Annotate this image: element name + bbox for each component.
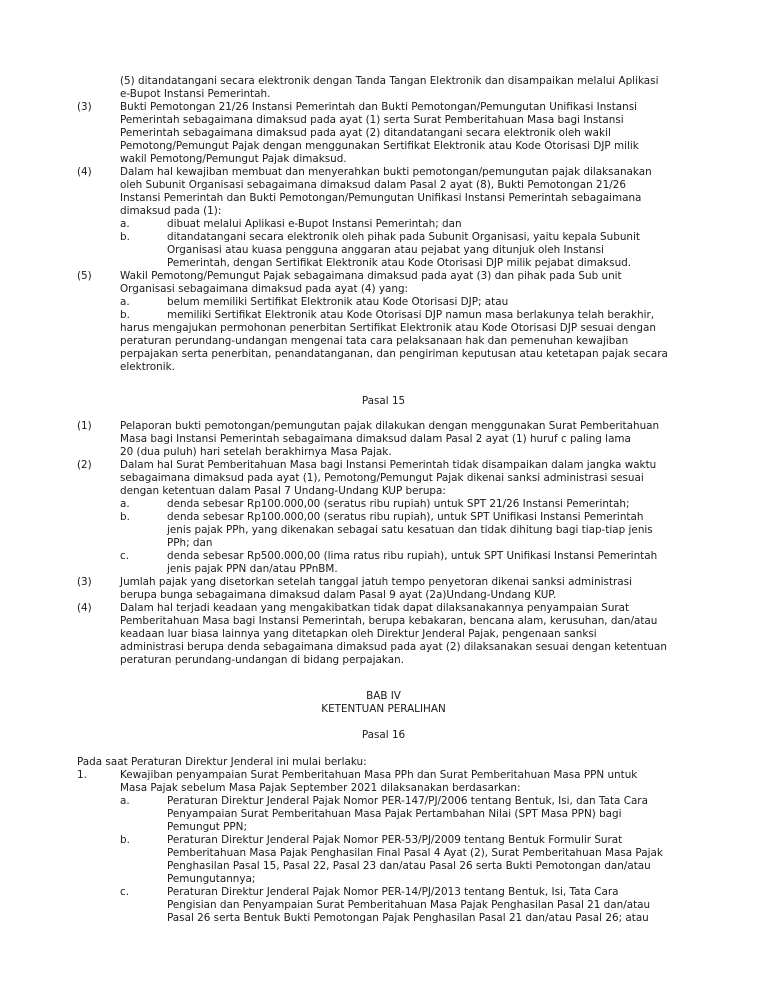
text-line (0, 873, 770, 886)
text-line (0, 511, 770, 524)
pasal-16-intro (0, 756, 770, 769)
sub-item-letter: b. (120, 511, 130, 523)
line-text: sebagaimana dimaksud pada ayat (1), Pemotong/Pemungut Pajak dikenai sanksi administrasi sesuai (120, 472, 644, 484)
line-text: PPh; dan (167, 537, 213, 549)
text-line (0, 114, 770, 127)
sub-item-letter: a. (120, 218, 130, 230)
line-text: Pasal 26 serta Bentuk Bukti Pemotongan Pajak Penghasilan Pasal 21 dan/atau Pasal 26; atau (167, 912, 649, 924)
line-text: belum memiliki Sertifikat Elektronik atau Kode Otorisasi DJP; atau (167, 296, 509, 308)
line-text: Peraturan Direktur Jenderal Pajak Nomor PER-14/PJ/2013 tentang Bentuk, Isi, Tata Cara (167, 886, 619, 898)
text-line (0, 140, 770, 153)
line-text: Masa Pajak sebelum Masa Pajak September 2021 dilaksanakan berdasarkan: (120, 782, 521, 794)
line-text: jenis pajak PPN dan/atau PPnBM. (167, 563, 338, 575)
line-text: Wakil Pemotong/Pemungut Pajak sebagaimana dimaksud pada ayat (3) dan pihak pada Sub unit (120, 270, 622, 282)
text-line (0, 88, 770, 101)
line-text: Organisasi atau kuasa pengguna anggaran atau pejabat yang ditunjuk oleh Instansi (167, 244, 604, 256)
line-text: dimaksud pada (1): (120, 205, 222, 217)
sub-item-letter: b. (120, 231, 130, 243)
text-line (0, 821, 770, 834)
line-text: e-Bupot Instansi Pemerintah. (120, 88, 271, 100)
pasal-14-continuation (0, 75, 770, 374)
text-line (0, 166, 770, 179)
line-text: harus mengajukan permohonan penerbitan Sertifikat Elektronik atau Kode Otorisasi DJP sesuai dengan (120, 322, 656, 334)
text-line (0, 127, 770, 140)
line-text: Pengisian dan Penyampaian Surat Pemberitahuan Masa Pajak Penghasilan Pasal 21 dan/atau (167, 899, 651, 911)
text-line (0, 192, 770, 205)
text-line (0, 218, 770, 231)
line-text: elektronik. (120, 361, 175, 373)
item-number: (3) (77, 101, 92, 113)
sub-item-letter: a. (120, 498, 130, 510)
text-line (0, 834, 770, 847)
text-line (0, 244, 770, 257)
text-line (0, 270, 770, 283)
text-line (0, 205, 770, 218)
line-text: keadaan luar biasa lainnya yang ditetapkan oleh Direktur Jenderal Pajak, pengenaan sanksi (120, 628, 597, 640)
text-line (0, 498, 770, 511)
text-line (0, 309, 770, 322)
chapter-title: KETENTUAN PERALIHAN (321, 703, 446, 715)
item-number: (5) (77, 270, 92, 282)
line-text: peraturan perundang-undangan mengenai tata cara pelaksanaan hak dan pemenuhan kewajiban (120, 335, 629, 347)
line-text: Pemungut PPN; (167, 821, 247, 833)
text-line (0, 257, 770, 270)
sub-item-letter: b. (120, 834, 130, 846)
text-line (0, 589, 770, 602)
item-number: (2) (77, 459, 92, 471)
text-line (0, 769, 770, 782)
text-line (0, 550, 770, 563)
text-line (0, 654, 770, 667)
line-text: peraturan perundang-undangan di bidang perpajakan. (120, 654, 404, 666)
sub-item-letter: c. (120, 550, 130, 562)
line-text: oleh Subunit Organisasi sebagaimana dimaksud dalam Pasal 2 ayat (8), Bukti Pemotongan 21/26 (120, 179, 626, 191)
line-text: Instansi Pemerintah dan Bukti Pemotongan/Pemungutan Unifikasi Instansi Pemerintah sebagaimana (120, 192, 642, 204)
text-line (0, 335, 770, 348)
item-number: (4) (77, 166, 92, 178)
line-text: denda sebesar Rp500.000,00 (lima ratus ribu rupiah), untuk SPT Unifikasi Instansi Pemerintah (167, 550, 658, 562)
text-line (0, 782, 770, 795)
sub-item-letter: a. (120, 296, 130, 308)
text-line (0, 615, 770, 628)
line-text: Pemerintah, dengan Sertifikat Elektronik atau Kode Otorisasi DJP milik pejabat dimaksud. (167, 257, 632, 269)
text-line (0, 420, 770, 433)
item-number: (1) (77, 420, 92, 432)
line-text: Dalam hal Surat Pemberitahuan Masa bagi Instansi Pemerintah tidak disampaikan dalam jangka waktu (120, 459, 657, 471)
line-text: Pemerintah sebagaimana dimaksud pada ayat (2) ditandatangani secara elektronik oleh wakil (120, 127, 611, 139)
line-text: Kewajiban penyampaian Surat Pemberitahuan Masa PPh dan Surat Pemberitahuan Masa PPN untuk (120, 769, 638, 781)
text-line (0, 75, 770, 88)
line-text: Peraturan Direktur Jenderal Pajak Nomor PER-147/PJ/2006 tentang Bentuk, Isi, dan Tata Cara (167, 795, 648, 807)
line-text: memiliki Sertifikat Elektronik atau Kode Otorisasi DJP namun masa berlakunya telah berakhir, (167, 309, 655, 321)
sub-item-letter: c. (120, 886, 130, 898)
item-number: (3) (77, 576, 92, 588)
text-line (0, 899, 770, 912)
text-line (0, 576, 770, 589)
pasal-16-heading: Pasal 16 (361, 729, 406, 741)
line-text: Pemungutannya; (167, 873, 256, 885)
text-line (0, 537, 770, 550)
line-text: denda sebesar Rp100.000,00 (seratus ribu rupiah), untuk SPT Unifikasi Instansi Pemerintah (167, 511, 644, 523)
line-text: Penyampaian Surat Pemberitahuan Masa Pajak Pertambahan Nilai (SPT Masa PPN) bagi (167, 808, 622, 820)
text-line (0, 563, 770, 576)
line-text: berupa bunga sebagaimana dimaksud dalam Pasal 9 ayat (2a)Undang-Undang KUP. (120, 589, 557, 601)
pasal-15-body (0, 420, 770, 667)
line-text: Organisasi sebagaimana dimaksud pada ayat (4) yang: (120, 283, 409, 295)
text-line (0, 231, 770, 244)
line-text: Dalam hal kewajiban membuat dan menyerahkan bukti pemotongan/pemungutan pajak dilaksanakan (120, 166, 652, 178)
line-text: jenis pajak PPh, yang dikenakan sebagai satu kesatuan dan tidak dihitung bagi tiap-tiap jenis (167, 524, 653, 536)
sub-item-letter: b. (120, 309, 130, 321)
text-line (0, 485, 770, 498)
text-line (0, 524, 770, 537)
text-line (0, 101, 770, 114)
item-number: (4) (77, 602, 92, 614)
line-text: dibuat melalui Aplikasi e-Bupot Instansi Pemerintah; dan (167, 218, 462, 230)
text-line (0, 602, 770, 615)
sub-item-letter: a. (120, 795, 130, 807)
line-text: dengan ketentuan dalam Pasal 7 Undang-Undang KUP berupa: (120, 485, 446, 497)
line-text: Peraturan Direktur Jenderal Pajak Nomor PER-53/PJ/2009 tentang Bentuk Formulir Surat (167, 834, 623, 846)
text-line (0, 283, 770, 296)
chapter-number: BAB IV (366, 690, 401, 702)
line-text: ditandatangani secara elektronik oleh pihak pada Subunit Organisasi, yaitu kepala Subunit (167, 231, 640, 243)
line-text: Pemberitahuan Masa bagi Instansi Pemerintah, berupa kebakaran, bencana alam, kerusuhan, dan/atau (120, 615, 658, 627)
line-text: perpajakan serta penerbitan, penandatanganan, dan pengiriman keputusan atau ketetapan pajak secara (120, 348, 668, 360)
text-line (0, 348, 770, 361)
line-text: (5) ditandatangani secara elektronik dengan Tanda Tangan Elektronik dan disampaikan melalui Aplikasi (120, 75, 659, 87)
pasal-16-body (0, 769, 770, 925)
text-line (0, 912, 770, 925)
line-text: Bukti Pemotongan 21/26 Instansi Pemerintah dan Bukti Pemotongan/Pemungutan Unifikasi Instansi (120, 101, 638, 113)
text-line (0, 808, 770, 821)
text-line (0, 322, 770, 335)
line-text: Pemerintah sebagaimana dimaksud pada ayat (1) serta Surat Pemberitahuan Masa bagi Instansi (120, 114, 624, 126)
text-line (0, 886, 770, 899)
line-text: Masa bagi Instansi Pemerintah sebagaimana dimaksud dalam Pasal 2 ayat (1) huruf c paling lama (120, 433, 631, 445)
line-text: denda sebesar Rp100.000,00 (seratus ribu rupiah) untuk SPT 21/26 Instansi Pemerintah; (167, 498, 630, 510)
line-text: Pemotong/Pemungut Pajak dengan menggunakan Sertifikat Elektronik atau Kode Otorisasi DJP milik (120, 140, 639, 152)
text-line (0, 153, 770, 166)
line-text: wakil Pemotong/Pemungut Pajak dimaksud. (120, 153, 347, 165)
item-number: 1. (77, 769, 87, 781)
text-line (0, 795, 770, 808)
line-text: Dalam hal terjadi keadaan yang mengakibatkan tidak dapat dilaksanakannya penyampaian Surat (120, 602, 630, 614)
text-line (0, 361, 770, 374)
intro-text: Pada saat Peraturan Direktur Jenderal ini mulai berlaku: (77, 756, 367, 768)
text-line (0, 459, 770, 472)
line-text: Jumlah pajak yang disetorkan setelah tanggal jatuh tempo penyetoran dikenai sanksi administrasi (120, 576, 632, 588)
text-line (0, 860, 770, 873)
line-text: Pelaporan bukti pemotongan/pemungutan pajak dilakukan dengan menggunakan Surat Pemberitahuan (120, 420, 660, 432)
text-line (0, 296, 770, 309)
text-line (0, 446, 770, 459)
text-line (0, 641, 770, 654)
text-line (0, 433, 770, 446)
line-text: 20 (dua puluh) hari setelah berakhirnya Masa Pajak. (120, 446, 392, 458)
text-line (0, 472, 770, 485)
pasal-15-heading: Pasal 15 (361, 395, 406, 407)
line-text: Penghasilan Pasal 15, Pasal 22, Pasal 23 dan/atau Pasal 26 serta Bukti Pemotongan dan/atau (167, 860, 651, 872)
line-text: administrasi berupa denda sebagaimana dimaksud pada ayat (2) dilaksanakan sesuai dengan ketentuan (120, 641, 667, 653)
line-text: Pemberitahuan Masa Pajak Penghasilan Final Pasal 4 Ayat (2), Surat Pemberitahuan Masa Pajak (167, 847, 663, 859)
text-line (0, 179, 770, 192)
text-line (0, 628, 770, 641)
text-line (0, 847, 770, 860)
